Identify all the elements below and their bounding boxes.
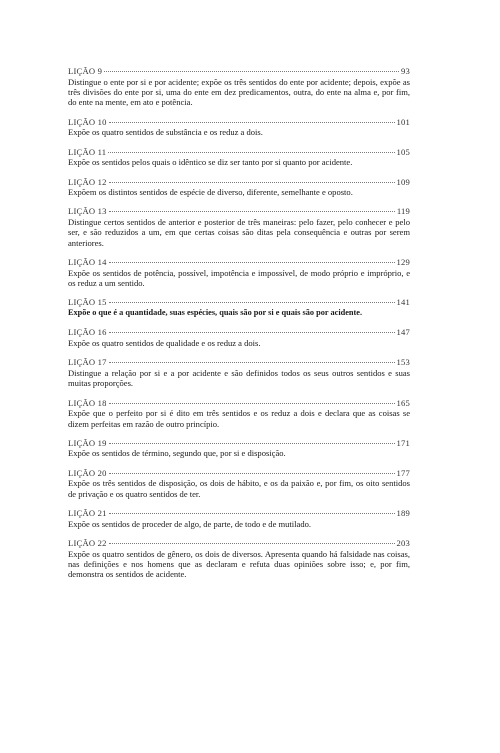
- toc-entry-licao-17: [68, 357, 410, 388]
- lesson-summary: Distingue certos sentidos de anterior e posterior de três maneiras: pelo fazer, pelo conhecer e pelo ser, e são reduzidos a um, em que certas coisas são ditas pela consequência e outras por serem anteriores.: [68, 216, 410, 248]
- lesson-summary: Expõe os sentidos de proceder de algo, de parte, de todo e de mutilado.: [68, 518, 312, 529]
- toc-entry-licao-19: [68, 438, 410, 459]
- lesson-label: LIÇÃO 20: [68, 467, 107, 478]
- toc-entry-heading: [68, 357, 410, 368]
- lesson-label: LIÇÃO 11: [68, 146, 107, 157]
- page-number: 129: [396, 257, 410, 268]
- toc-entry-heading: [68, 297, 410, 308]
- page-number: 189: [396, 508, 410, 519]
- page-number: 177: [396, 467, 410, 478]
- toc-entry-heading: [68, 66, 410, 77]
- lesson-label: LIÇÃO 13: [68, 206, 107, 217]
- dot-leader: [108, 152, 394, 153]
- toc-entry-heading: [68, 398, 410, 409]
- lesson-summary: Expõe os sentidos pelos quais o idêntico se diz ser tanto por si quanto por acidente.: [68, 157, 353, 168]
- toc-entry-heading: [68, 327, 410, 338]
- dot-leader: [109, 332, 395, 333]
- toc-entry-licao-20: [68, 468, 410, 499]
- toc-entry-heading: [68, 177, 410, 188]
- dot-leader: [109, 211, 395, 212]
- lesson-label: LIÇÃO 12: [68, 176, 107, 187]
- dot-leader: [109, 362, 395, 363]
- dot-leader: [109, 302, 395, 303]
- lesson-label: LIÇÃO 10: [68, 116, 107, 127]
- table-of-contents: [68, 66, 410, 589]
- lesson-label: LIÇÃO 15: [68, 297, 107, 308]
- page-number: 119: [396, 206, 410, 217]
- lesson-summary: Expõe os três sentidos de disposição, os dois de hábito, e os da paixão e, por fim, os oito sentidos de privação e os quatro sentidos de ter.: [68, 478, 410, 499]
- lesson-summary: Expõe os quatro sentidos de gênero, os dois de diversos. Apresenta quando há falsidade nas coisas, nas definições e nos homens que as declaram e refuta duas opiniões sobre isso; e, por fim, demonstra os sentidos de acidente.: [68, 548, 410, 580]
- toc-entry-licao-11: [68, 147, 410, 168]
- lesson-summary: Distingue o ente por si e por acidente; expõe os três sentidos do ente por acidente; depois, expõe as três divisões do ente por si, uma do ente em dez predicamentos, outra, do ente na alma e, por fim, do ente na mente, em ato e potência.: [68, 76, 410, 108]
- toc-entry-licao-22: [68, 538, 410, 580]
- page-number: 203: [396, 538, 410, 549]
- toc-entry-licao-12: [68, 177, 410, 198]
- dot-leader: [109, 122, 395, 123]
- toc-entry-heading: [68, 257, 410, 268]
- lesson-summary: Expõem os distintos sentidos de espécie de diverso, diferente, semelhante e oposto.: [68, 187, 353, 198]
- page-number: 153: [396, 357, 410, 368]
- dot-leader: [109, 443, 395, 444]
- toc-entry-licao-16: [68, 327, 410, 348]
- dot-leader: [109, 182, 395, 183]
- lesson-summary: Expõe os quatro sentidos de qualidade e os reduz a dois.: [68, 337, 261, 348]
- toc-entry-licao-14: [68, 257, 410, 288]
- toc-entry-heading: [68, 508, 410, 519]
- dot-leader: [109, 513, 395, 514]
- toc-entry-heading: [68, 468, 410, 479]
- lesson-label: LIÇÃO 17: [68, 357, 107, 368]
- lesson-summary: Distingue a relação por si e a por acidente e são definidos todos os seus outros sentidos e suas muitas proporções.: [68, 367, 410, 389]
- dot-leader: [109, 403, 395, 404]
- lesson-label: LIÇÃO 9: [68, 66, 103, 76]
- lesson-summary: Expõe os sentidos de término, segundo que, por si e disposição.: [68, 448, 286, 459]
- page-number: 105: [396, 146, 410, 157]
- dot-leader: [109, 543, 395, 544]
- dot-leader: [109, 262, 395, 263]
- lesson-summary: Expõe os quatro sentidos de substância e os reduz a dois.: [68, 127, 263, 138]
- toc-entry-licao-15: [68, 297, 410, 318]
- lesson-label: LIÇÃO 19: [68, 437, 107, 448]
- toc-entry-heading: [68, 206, 410, 217]
- page-number: 101: [396, 116, 410, 127]
- page-number: 93: [401, 66, 410, 76]
- dot-leader: [109, 473, 395, 474]
- toc-entry-licao-21: [68, 508, 410, 529]
- toc-entry-heading: [68, 438, 410, 449]
- lesson-label: LIÇÃO 18: [68, 397, 107, 408]
- lesson-label: LIÇÃO 21: [68, 508, 107, 519]
- lesson-summary: Expõe os sentidos de potência, possível, impotência e impossível, de modo próprio e impróprio, e os reduz a um sentido.: [68, 267, 410, 289]
- toc-entry-heading: [68, 117, 410, 128]
- toc-entry-licao-10: [68, 117, 410, 138]
- page-number: 147: [396, 327, 410, 338]
- toc-entry-licao-9: [68, 66, 410, 108]
- toc-entry-licao-13: [68, 206, 410, 248]
- dot-leader: [104, 71, 399, 72]
- page-number: 109: [396, 176, 410, 187]
- page-number: 171: [396, 437, 410, 448]
- toc-entry-heading: [68, 538, 410, 549]
- toc-entry-licao-18: [68, 398, 410, 429]
- lesson-summary: Expõe o que é a quantidade, suas espécies, quais são por si e quais são por acidente.: [68, 307, 363, 317]
- lesson-label: LIÇÃO 22: [68, 538, 107, 549]
- page-number: 141: [396, 297, 410, 308]
- page-number: 165: [396, 397, 410, 408]
- lesson-summary: Expõe que o perfeito por si é dito em três sentidos e os reduz a dois e declara que as coisas se dizem perfeitas em razão de outro princípio.: [68, 408, 410, 429]
- lesson-label: LIÇÃO 16: [68, 327, 107, 338]
- lesson-label: LIÇÃO 14: [68, 257, 107, 268]
- toc-entry-heading: [68, 147, 410, 158]
